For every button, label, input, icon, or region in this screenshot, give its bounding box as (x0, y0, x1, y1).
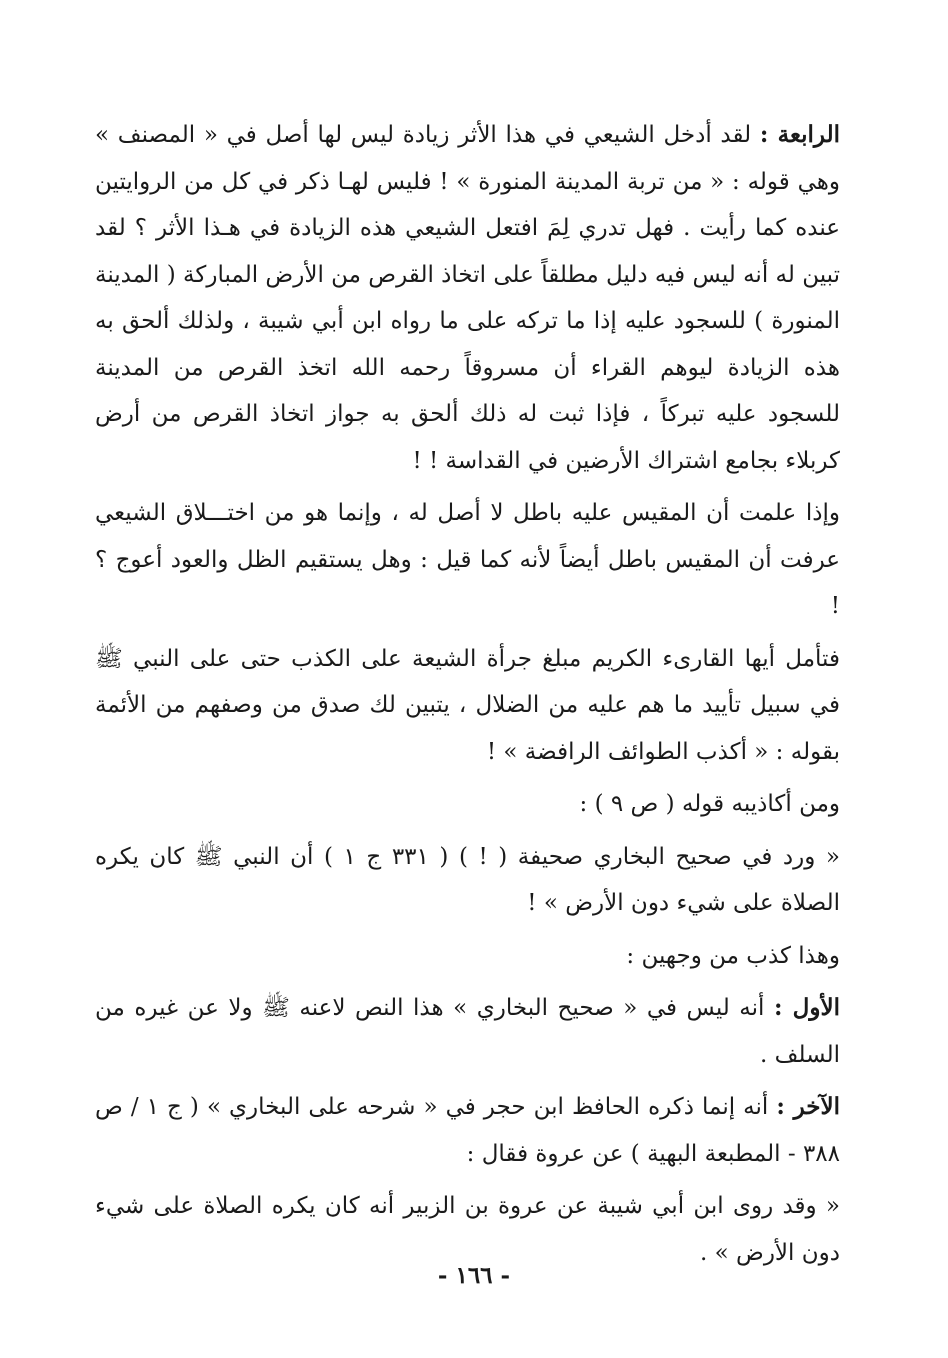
paragraph-text: ومن أكاذيبه قوله ( ص ٩ ) : (579, 791, 840, 817)
paragraph-text: وإذا علمت أن المقيس عليه باطل لا أصل له ، وإنما هو من اختـــلاق الشيعي عرفت أن المقيس باطل أيضاً لأنه كما قيل : وهل يستقيم الظل والعود أعوج ؟ ! (95, 500, 840, 619)
page-number: - ١٦٦ - (437, 1262, 511, 1289)
paragraph-lead: الأول : (773, 994, 840, 1021)
page-body (95, 112, 840, 1292)
paragraph-rabia (95, 112, 840, 484)
paragraph-text: « ورد في صحيح البخاري صحيفة ( ! ) ( ٣٣١ ج ١ ) أن النبي ﷺ كان يكره الصلاة على شيء دون الأرض » ! (95, 843, 841, 916)
paragraph-text: « وقد روى ابن أبي شيبة عن عروة بن الزبير أنه كان يكره الصلاة على شيء دون الأرض » . (95, 1193, 840, 1266)
paragraph-lead: الرابعة : (759, 121, 840, 148)
paragraph-lead: الآخر : (776, 1093, 841, 1120)
paragraph-text: لقد أدخل الشيعي في هذا الأثر زيادة ليس لها أصل في « المصنف » وهي قوله : « من تربة المدينة المنورة » ! فليس لهـا ذكر في كل من الروايتين عنده كما رأيت . فهل تدري لِمَ افتعل الشيعي هذه الزيادة في هـذا الأثر ؟ لقد تبين له أنه ليس فيه دليل مطلقاً على اتخاذ القرص من الأرض المباركة ( المدينة المنورة ) للسجود عليه إذا ما تركه على ما رواه ابن أبي شيبة ، ولذلك ألحق به هذه الزيادة ليوهم القراء أن مسروقاً رحمه الله اتخذ القرص من المدينة للسجود عليه تبركاً ، فإذا ثبت له ذلك ألحق به جواز اتخاذ القرص من أرض كربلاء بجامع اشتراك الأرضين في القداسة ! ! (95, 122, 840, 474)
paragraph-wajhayn (95, 933, 840, 980)
paragraph-awwal (95, 985, 840, 1078)
paragraph-quote-bukhari (95, 834, 840, 927)
paragraph-text: أنه إنما ذكره الحافظ ابن حجر في « شرحه على البخاري » ( ج ١ / ص ٣٨٨ - المطبعة البهية ) عن عروة فقال : (95, 1094, 840, 1167)
paragraph-text: أنه ليس في « صحيح البخاري » هذا النص لاعنه ﷺ ولا عن غيره من السلف . (95, 995, 840, 1068)
paragraph-text: فتأمل أيها القارىء الكريم مبلغ جرأة الشيعة على الكذب حتى على النبي ﷺ في سبيل تأييد ما هم عليه من الضلال ، يتبين لك صدق من وصفهم من الأئمة بقوله : « أكذب الطوائف الرافضة » ! (95, 645, 840, 765)
paragraph-text: وهذا كذب من وجهين : (626, 942, 840, 969)
paragraph-akhar (95, 1084, 840, 1177)
paragraph-taammul (95, 636, 840, 776)
paragraph-akadhib (95, 781, 840, 828)
paragraph-maqis (95, 490, 840, 630)
